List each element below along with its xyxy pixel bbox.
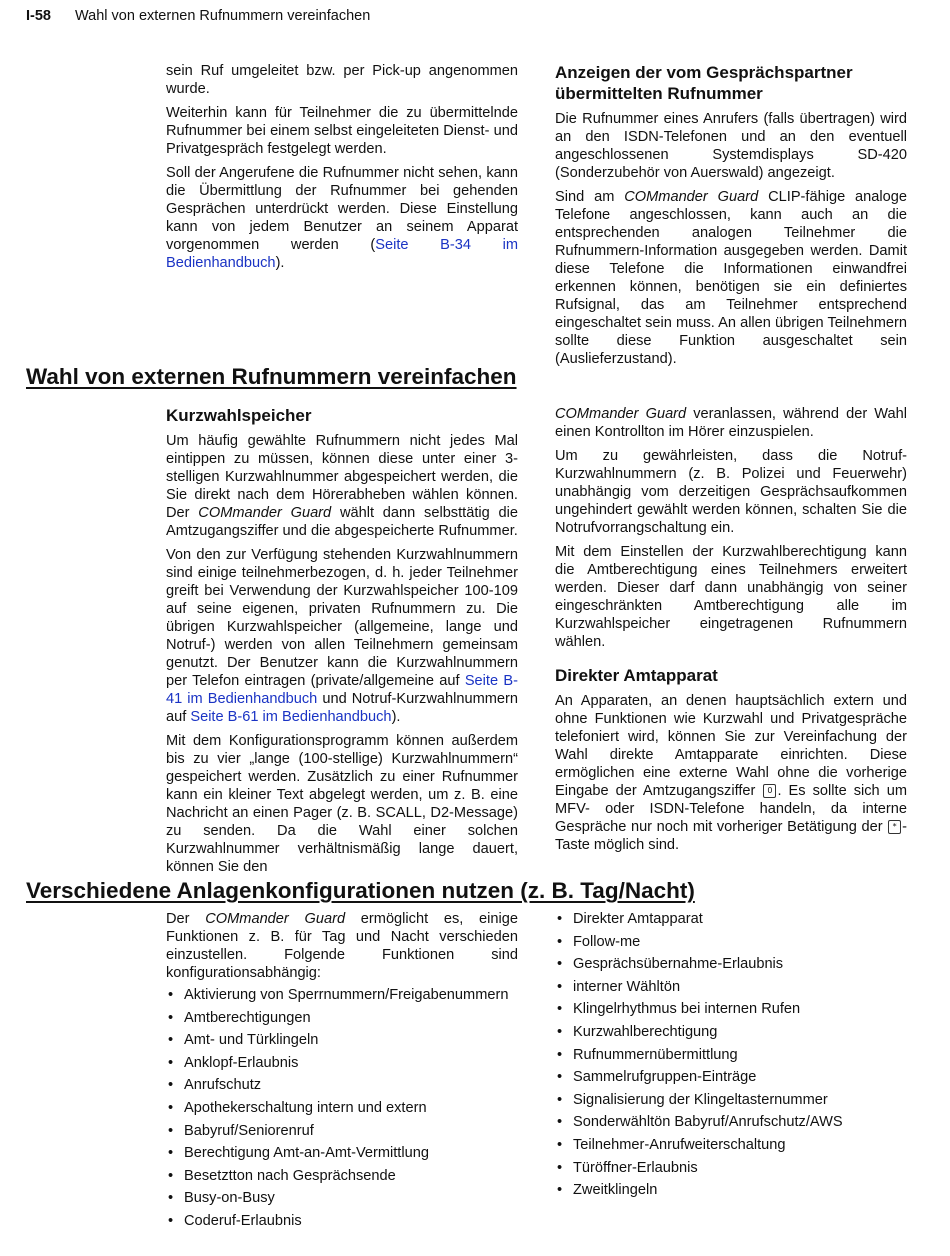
list-item: • Rufnummernübermittlung xyxy=(555,1046,907,1069)
list-item: • Direkter Amtapparat xyxy=(555,910,907,933)
page-header xyxy=(26,7,370,25)
list-item: • Babyruf/Seniorenruf xyxy=(166,1122,518,1145)
list-item: • interner Wähltön xyxy=(555,978,907,1001)
list-item: • Anklopf-Erlaubnis xyxy=(166,1054,518,1077)
list-item: • Signalisierung der Klingeltasternummer xyxy=(555,1091,907,1114)
config-list-left xyxy=(166,986,518,1235)
paragraph: Um häufig gewählte Rufnummern nicht jedes Mal eintippen zu müssen, können diese unter einer 3-stelligen Kurzwahlnummer abgespeichert werden, die Sie direkt nach dem Hörerabheben wählen können. Der COMmander Guard wählt dann selbsttätig die Amtzugangsziffer und die abgespeicherte Rufnummer. xyxy=(166,433,518,539)
list-item: • Apothekerschaltung intern und extern xyxy=(166,1099,518,1122)
section2-left-column xyxy=(166,910,518,1235)
paragraph: Mit dem Einstellen der Kurzwahlberechtigung kann die Amtberechtigung eines Teilnehmers erweitert werden. Dieser darf dann unabhängig von seiner eingeschränkten Amtberechtigung alle im Kurzwahlspeicher eingetragenen Rufnummern wählen. xyxy=(555,544,907,650)
paragraph: Sind am COMmander Guard CLIP-fähige analoge Telefone angeschlossen, kann auch an die entsprechenden analogen Teilnehmer die Rufnummern-Information ausgegeben werden. Damit diese Telefone die Informationen einwandfrei erkennen können, benötigen sie ein definiertes Rufsignal, das am Teilnehmer entsprechend eingeschaltet sein muss. An allen übrigen Teilnehmern sollte diese Funktion ausgeschaltet sein (Auslieferzustand). xyxy=(555,189,908,367)
list-item: • Teilnehmer-Anrufweiterschaltung xyxy=(555,1136,907,1159)
list-item: • Sammelrufgruppen-Einträge xyxy=(555,1068,907,1091)
section-heading-wahl: Wahl von externen Rufnummern vereinfachen xyxy=(26,364,517,389)
link-seite-b-34[interactable]: Seite B-34 im Bedienhandbuch xyxy=(166,237,518,271)
list-item: • Busy-on-Busy xyxy=(166,1189,518,1212)
star-key-icon: * xyxy=(888,820,901,834)
top-right-column xyxy=(555,62,907,374)
paragraph: COMmander Guard veranlassen, während der Wahl einen Kontrollton im Hörer einzuspielen. xyxy=(555,406,907,440)
paragraph: Soll der Angerufene die Rufnummer nicht sehen, kann die Übermittlung der Rufnummer bei gehenden Gesprächen unterdrückt werden. Diese Einstellung kann von jedem Benutzer an seinem Apparat vorgenommen werden (Seite B-34 im Bedienhandbuch). xyxy=(166,165,518,271)
list-item: • Coderuf-Erlaubnis xyxy=(166,1212,518,1235)
paragraph: Mit dem Konfigurationsprogramm können außerdem bis zu vier „lange (100-stellige) Kurzwahlnummern“ gespeichert werden. Zusätzlich zu einer Rufnummer kann ein kleiner Text abgelegt werden, um z. B. eine Nachricht an einen Pager (z. B. SCALL, D2-Message) zu senden. Da die Wahl einer solchen Kurzwahlnummer verhältnismäßig lange dauert, können Sie den xyxy=(166,733,518,875)
list-item: • Türöffner-Erlaubnis xyxy=(555,1159,907,1182)
list-item: • Sonderwähltön Babyruf/Anrufschutz/AWS xyxy=(555,1113,907,1136)
subheading-kurzwahlspeicher: Kurzwahlspeicher xyxy=(166,406,312,425)
paragraph: Weiterhin kann für Teilnehmer die zu übermittelnde Rufnummer bei einem selbst eingeleiteten Dienst- und Privatgespräch festgelegt werden. xyxy=(166,105,518,157)
paragraph: Von den zur Verfügung stehenden Kurzwahlnummern sind einige teilnehmerbezogen, d. h. jeder Teilnehmer greift bei Verwendung der Kurzwahlspeicher 100-109 auf seine eigenen, privaten Rufnummern zu. Die übrigen Kurzwahlspeicher (allgemeine, lange und Notruf-) werden von allen Teilnehmern gemeinsam genutzt. Der Benutzer kann die Kurzwahlnummern per Telefon eintragen (private/allgemeine auf Seite B-41 im Bedienhandbuch und Notruf-Kurzwahlnummern auf Seite B-61 im Bedienhandbuch). xyxy=(166,547,519,725)
list-item: • Besetztton nach Gesprächsende xyxy=(166,1167,518,1190)
top-left-column xyxy=(166,62,518,278)
list-item: • Amt- und Türklingeln xyxy=(166,1031,518,1054)
paragraph: Der COMmander Guard ermöglicht es, einige Funktionen z. B. für Tag und Nacht verschieden einzustellen. Folgende Funktionen sind konfigurationsabhängig: xyxy=(166,911,518,981)
list-item: • Kurzwahlberechtigung xyxy=(555,1023,907,1046)
paragraph: sein Ruf umgeleitet bzw. per Pick-up angenommen wurde. xyxy=(166,63,518,97)
subheading-direkter-amtapparat: Direkter Amtapparat xyxy=(555,666,718,685)
section1-right-column xyxy=(555,405,907,860)
section-heading-anlagenkonfigurationen: Verschiedene Anlagenkonfigurationen nutzen (z. B. Tag/Nacht) xyxy=(26,878,695,903)
section1-left-column xyxy=(166,405,518,882)
section2-right-column xyxy=(555,910,907,1204)
link-seite-b-61[interactable]: Seite B-61 im Bedienhandbuch xyxy=(190,709,392,725)
page-number: I-58 xyxy=(26,8,51,24)
subheading-anzeigen: Anzeigen der vom Gesprächspartner übermittelten Rufnummer xyxy=(555,63,853,103)
list-item: • Aktivierung von Sperrnummern/Freigabenummern xyxy=(166,986,518,1009)
list-item: • Follow-me xyxy=(555,933,907,956)
list-item: • Zweitklingeln xyxy=(555,1181,907,1204)
running-title: Wahl von externen Rufnummern vereinfachen xyxy=(75,8,371,24)
list-item: • Amtberechtigungen xyxy=(166,1009,518,1032)
paragraph: An Apparaten, an denen hauptsächlich extern und ohne Funktionen wie Kurzwahl und Privatgespräche telefoniert wird, können Sie zur Vereinfachung der Wahl direkte Amtapparate einrichten. Diese ermöglichen eine externe Wahl ohne die vorherige Eingabe der Amtzugangsziffer 0 . Es sollte sich um MFV- oder ISDN-Telefone handeln, da interne Gespräche nur noch mit vorheriger Betätigung der * -Taste möglich sind. xyxy=(555,693,907,853)
zero-key-icon: 0 xyxy=(763,784,776,798)
list-item: • Berechtigung Amt-an-Amt-Vermittlung xyxy=(166,1144,518,1167)
paragraph: Um zu gewährleisten, dass die Notruf-Kurzwahlnummern (z. B. Polizei und Feuerwehr) unabhängig vom derzeitigen Gesprächsaufkommen ungehindert gewählt werden können, schalten Sie die Notrufvorrangschaltung ein. xyxy=(555,448,907,536)
list-item: • Klingelrhythmus bei internen Rufen xyxy=(555,1000,907,1023)
list-item: • Anrufschutz xyxy=(166,1076,518,1099)
config-list-right xyxy=(555,910,907,1204)
list-item: • Gesprächsübernahme-Erlaubnis xyxy=(555,955,907,978)
link-seite-b-41[interactable]: Seite B-41 im Bedienhandbuch xyxy=(166,673,518,707)
paragraph: Die Rufnummer eines Anrufers (falls übertragen) wird an den ISDN-Telefonen und an den eventuell angeschlossenen Systemdisplays SD-420 (Sonderzubehör von Auerswald) angezeigt. xyxy=(555,111,907,181)
